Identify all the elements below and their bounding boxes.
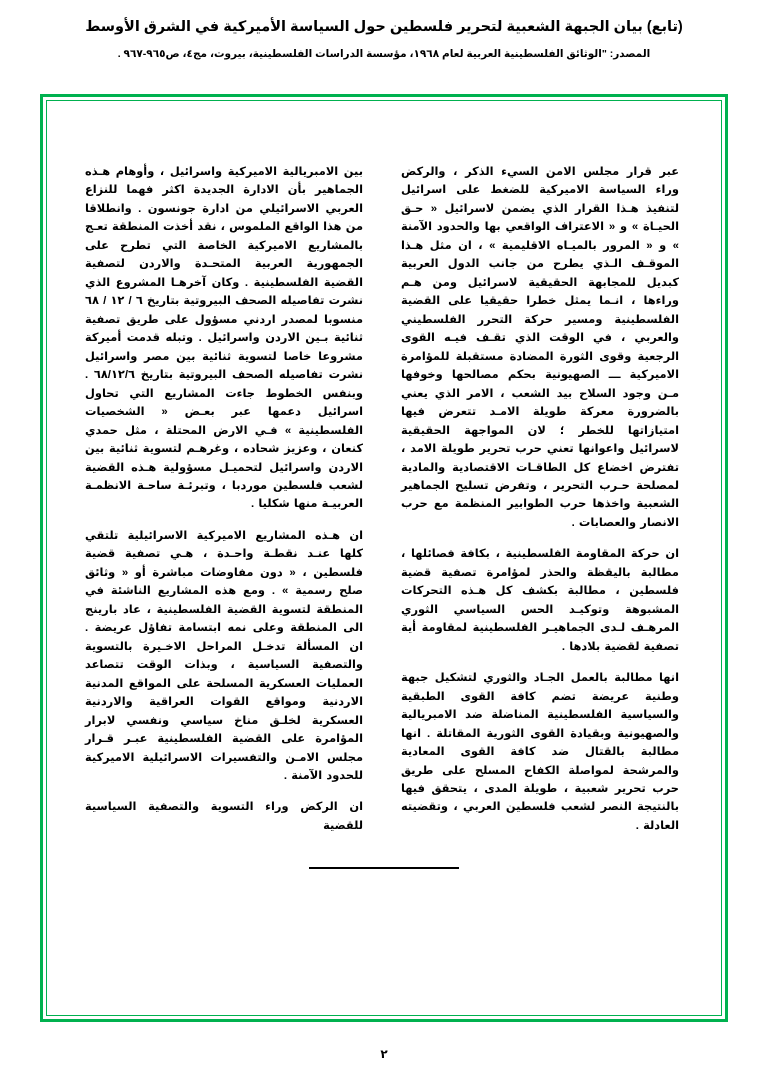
paragraph: انها مطالبة بالعمل الجـاد والثوري لتشكيل جبهة وطنية عريضة تضم كافة القوى الطبقية والسياسية الفلسطينية المناضلة ضد الامبريالية والصهيونية وبقيادة القوى الثورية المقاتلة . انها مطالبة بالقتال ضد كافة القوى المعادية والمرشحة لمواصلة الكفاح المسلح على طريق حرب تحرير شعبية ، طويلة المدى ، يتحقق فيها بالنتيجة النصر لشعب فلسطين العربي ، وتقضيته العادلة .: [401, 672, 679, 832]
paragraph: بين الامبريالية الاميركية واسرائيل ، وأوهام هـذه الجماهير بأن الادارة الجديدة اكثر فهما للنزاع العربي الاسرائيلي من ادارة جونسون . وانطلاقا من هذا الواقع الملموس ، نقد أخذت المنطقة تعـج بالمشاريع الاميركية الخاصة التي تطرح على الجمهورية العربية المتحـدة والاردن لتصفية القضية الفلسطينية . وكان آخرهـا المشروع الذي نشرت تفاصيله الصحف البيروتية بتاريخ ٦ / ١٢ / ٦٨ منسوبا لمصدر اردني مسؤول على طريق تصفية ثنائية بـين الاردن واسرائيل . وتبله قدمت أميركة مشروعا خاصا لتسوية ثنائية بين مصر واسرائيل نشرت تفاصيله الصحف البيروتية بتاريخ ٦٨/١٢/٦ . وبنفس الخطوط جاءت المشاريع التي تحاول اسرائيل دعمها عبر بعـض « الشخصيات الفلسطينية » فـي الارض المحتلة ، مثل حمدي كنعان ، وعزيز شحاده ، وغرهـم لتسوية ثنائية بين الاردن واسرائيل لتحميـل مسؤولية هـذه القضية لشعب فلسطين موردبا ، وتبرئـة ساحـة الانظمـة العربيـة منها شكليا .: [85, 166, 363, 511]
green-border-frame: [40, 94, 728, 1022]
text-columns: [85, 163, 679, 835]
section-divider: [309, 867, 459, 869]
page-header: [0, 0, 768, 61]
paragraph: ان الركض وراء التسوية والتصفية السياسية للقضية: [85, 801, 363, 832]
paragraph: عبر قرار مجلس الامن السيء الذكر ، والركض وراء السياسة الاميركية للضغط على اسرائيل لتنفيذ هـذا القرار الذي يضمن لاسرائيل « حـق الحيـاة » و « الاعتراف الواقعي بها والحدود الآمنة » و « المرور بالميـاه الاقليمية » ، ان مثل هـذا الموقـف الـذي يطرح من جانب الدول العربية كبديل للمجابهة الحقيقية لاسرائيل ومن هـم وراءها ، انـما يمثل خطرا حقيقيا على القضية الفلسطينية ومسير حركة التحرر الفلسطيني والعربي ، في الوقت الذي تقـف فيـه القوى الرجعية وقوى الثورة المضادة مستقبلة للمؤامرة الاميركية ـــ الصهيونية بحكم مصالحها وخوفها مـن وجود السلاح بيد الشعب ، الامر الذي يعني بالضرورة معركة طويلة الامـد تتعرض فيها امتيازاتها للخطر ؛ لان المواجهة الحقيقية لاسرائيل واعوانها تعني حرب تحرير طويلة الامد ، تفترض اخضاع كل الطاقـات الاقتصادية والمادية لمصلحة حـرب التحرير ، وتفرض تسليح الجماهير الشعبية واخذها حرب الطوابير المنظمة مع حرب الانصار والعصابات .: [401, 166, 679, 529]
column-right: [401, 163, 679, 835]
source-line: المصدر: "الوثائق الفلسطينية العربية لعام ١٩٦٨، مؤسسة الدراسات الفلسطينية، بيروت، مج٤، ص٩٦٥-٩٦٧ .: [117, 47, 651, 60]
paragraph: ان هـذه المشاريع الاميركية الاسرائيلية تلتقي كلها عنـد نقطـة واحـدة ، هـي تصفية قضية فلسطين ، « دون مفاوضات مباشرة أو « وثائق صلح رسمية » . ومع هذه المشاريع الناشئة في المنطقة لتسوية القضية الفلسطينية ، عاد بارينج الى المنطقة وعلى نمه ابتسامة تفاؤل عريضة . ان المسألة تدخـل المراحل الاخـيرة بالتسوية والتصفية السياسية ، وبذات الوقت تتصاعد العمليات العسكرية المسلحة على المواقع المدنية الاردنية ومواقع القوات العراقية والاردنية العسكرية لخلـق مناخ سياسي ونفسي لابرار المؤامرة على القضية الفلسطينية عبـر قـرار مجلس الامـن والتفسيرات الاسرائيلية الاميركية للحدود الآمنة .: [85, 529, 363, 782]
page-title: (تابع) بيان الجبهة الشعبية لتحرير فلسطين حول السياسة الأميركية في الشرق الأوسط: [85, 19, 683, 35]
page-number: ٢: [380, 1047, 388, 1061]
column-left: [85, 163, 363, 835]
paragraph: ان حركة المقاومة الفلسطينية ، بكافة فصائلها ، مطالبة باليقظة والحذر لمؤامرة تصفية قضية فلسطين ، مطالبة بكشف كل هـذه التحركات المشبوهة وتوكيـد الحس السياسي الثوري المرهـف لـدى الجماهيـر الفلسطينية لمقاومة أية تصفية لقضية بلادها .: [401, 548, 679, 653]
